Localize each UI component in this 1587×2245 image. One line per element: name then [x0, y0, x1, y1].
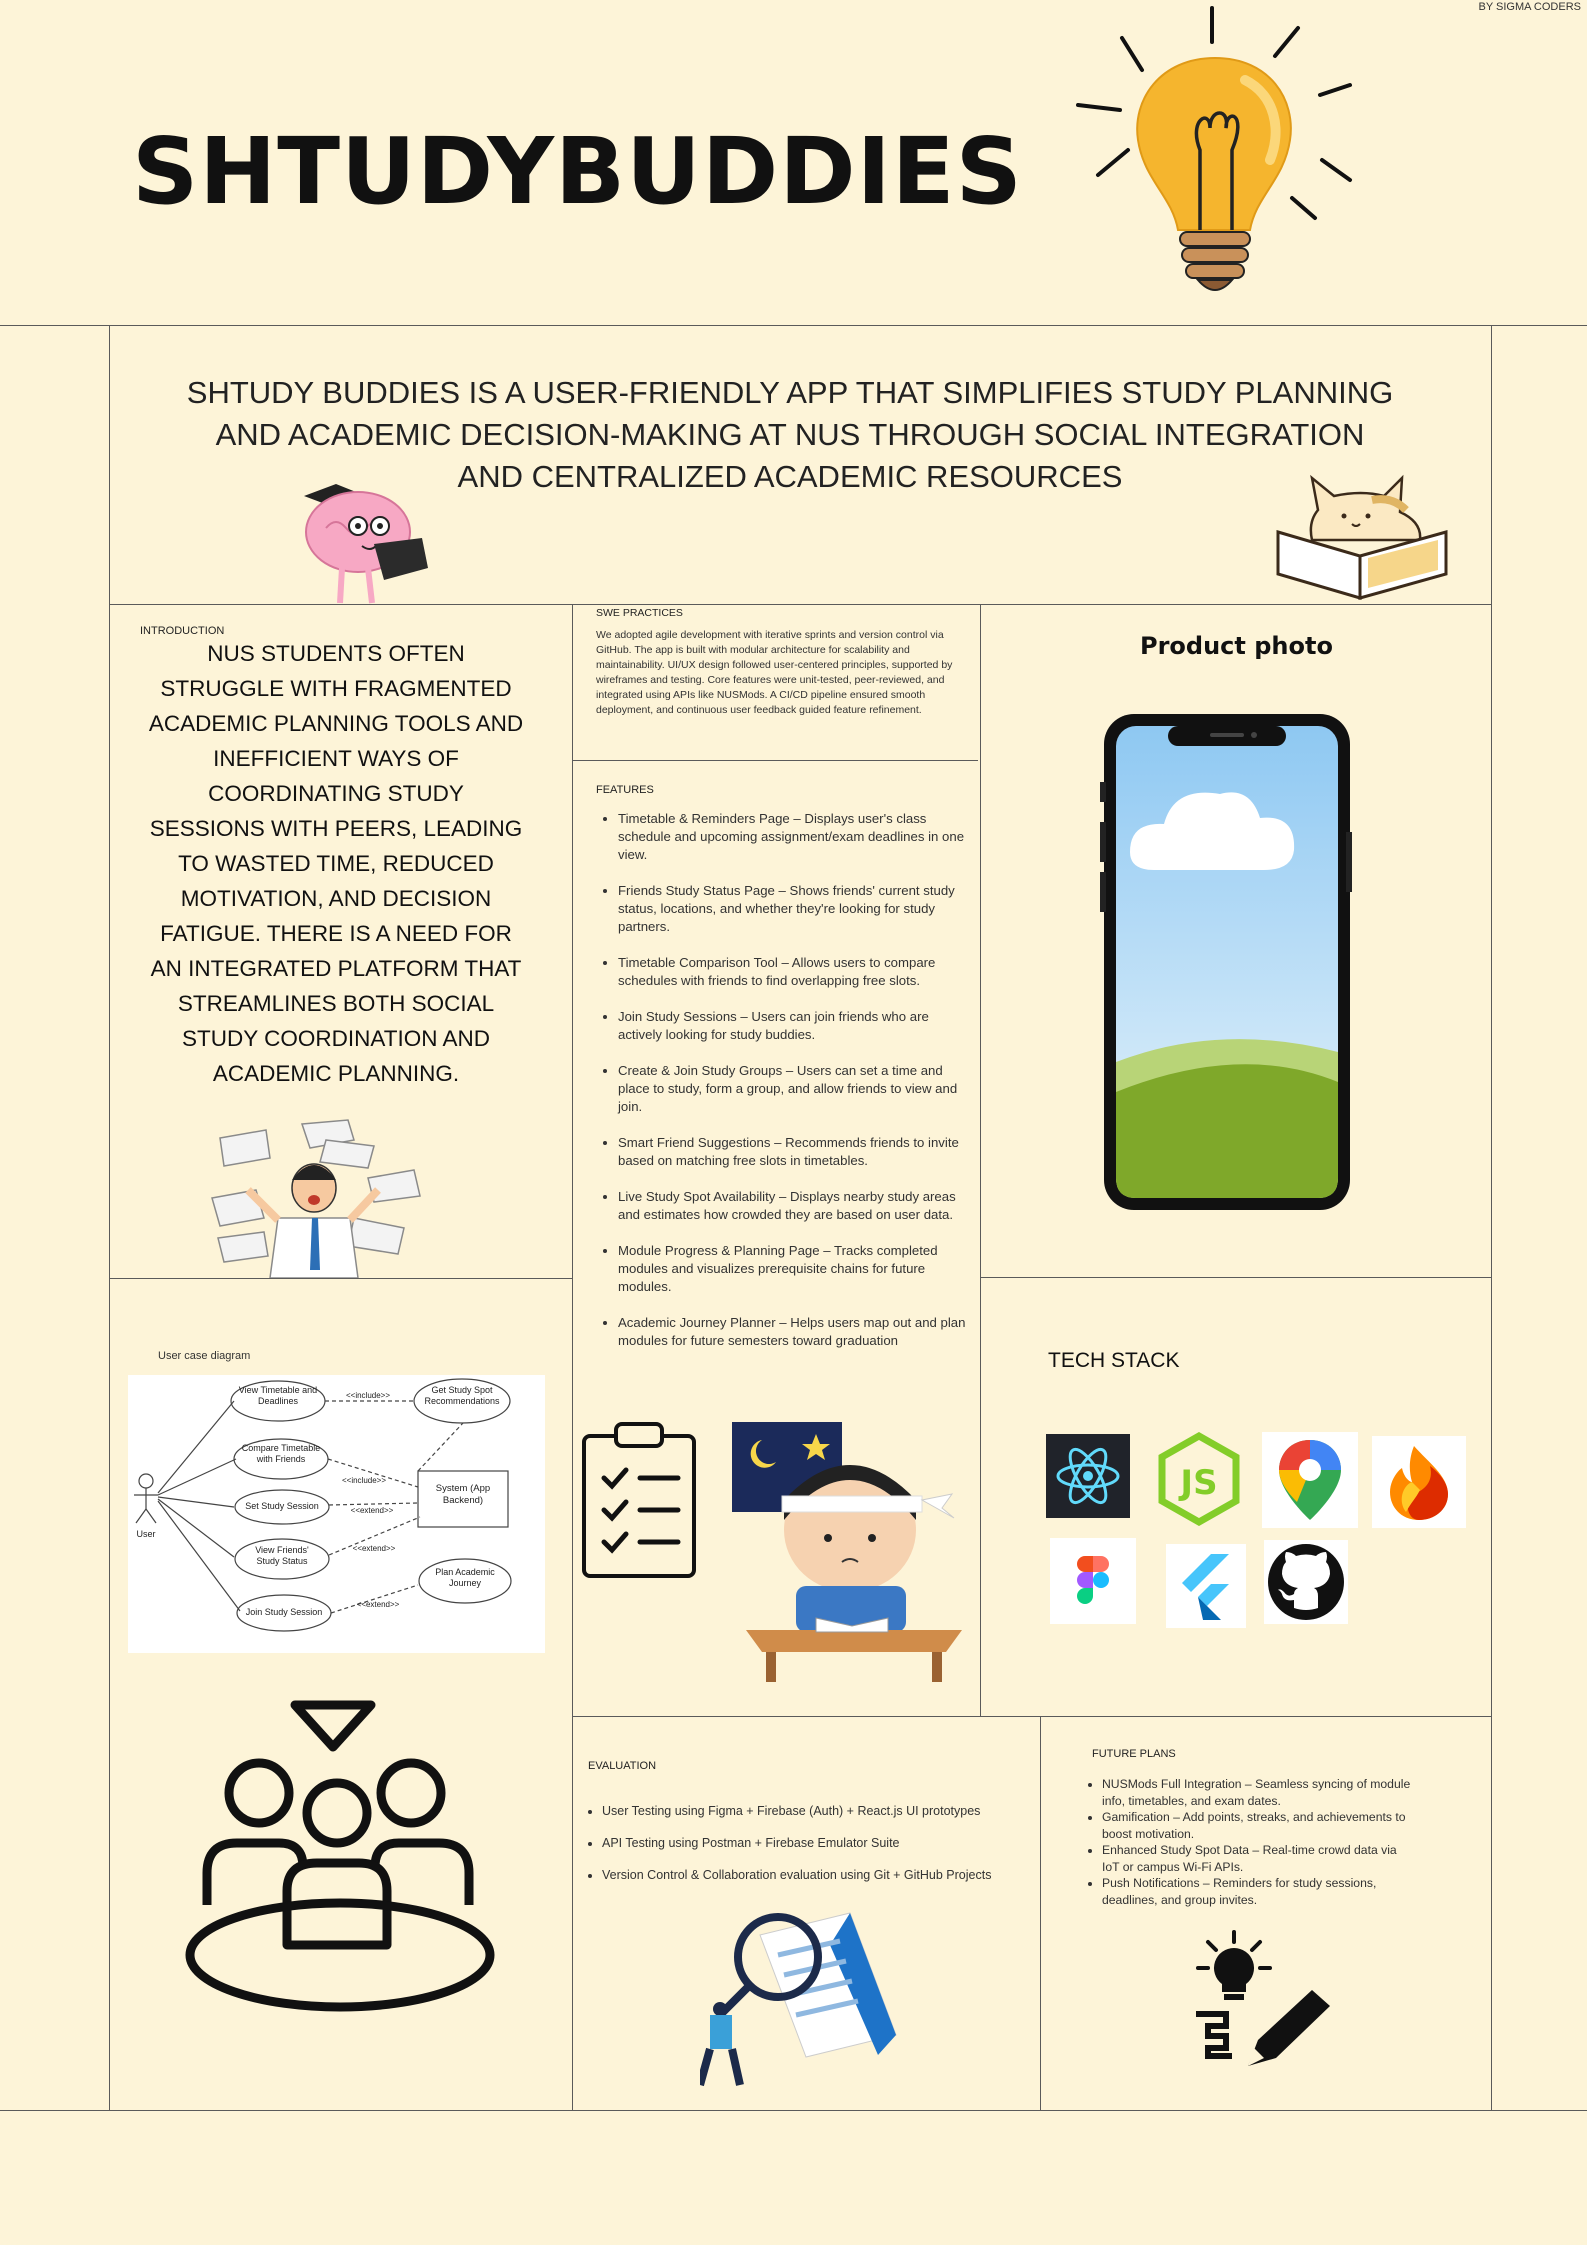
uc-node: Get Study Spot Recommendations: [424, 1385, 500, 1406]
features-section: [596, 784, 976, 1368]
light-bulb-icon: [1060, 0, 1360, 320]
group-people-icon: [175, 1695, 505, 2025]
features-heading: FEATURES: [596, 784, 654, 796]
nodejs-icon: [1156, 1432, 1242, 1526]
firebase-icon: [1372, 1436, 1466, 1528]
uc-node: View Timetable and Deadlines: [238, 1385, 318, 1406]
feature-item: • Smart Friend Suggestions – Recommends friends to invite based on matching free slots in timetables.: [618, 1134, 976, 1170]
future-plan-item: • Push Notifications – Reminders for study sessions, deadlines, and group invites.: [1102, 1875, 1412, 1908]
uc-node: Plan Academic Journey: [435, 1567, 495, 1588]
flutter-icon: [1166, 1544, 1246, 1628]
stressed-student-icon: [208, 1118, 438, 1278]
uc-relation: <<extend>>: [350, 1506, 394, 1515]
evaluation-item: • User Testing using Figma + Firebase (Auth) + React.js UI prototypes: [602, 1804, 1018, 1818]
swe-body: We adopted agile development with iterative sprints and version control via GitHub. The app is built with modular architecture for scalability and maintainability. UI/UX design followed user-centered principles, supported by wireframes and testing. Core features were unit-tested, peer-reviewed, and integrated using APIs like NUSMods. A CI/CD pipeline ensured smooth deployment, and continuous user feedback guided feature refinement.: [596, 629, 953, 716]
uc-relation: <<include>>: [341, 1476, 387, 1485]
feature-item: • Join Study Sessions – Users can join friends who are actively looking for study buddies.: [618, 1008, 976, 1044]
tech-stack-heading: TECH STACK: [1048, 1349, 1180, 1372]
credit-text: BY SIGMA CODERS: [1478, 1, 1581, 13]
figma-icon: [1050, 1538, 1136, 1624]
uc-actor: User: [136, 1529, 156, 1539]
future-plan-item: • Enhanced Study Spot Data – Real-time crowd data via IoT or campus Wi-Fi APIs.: [1102, 1842, 1412, 1875]
evaluation-item: • API Testing using Postman + Firebase Emulator Suite: [602, 1836, 1018, 1850]
uc-relation: <<extend>>: [356, 1600, 400, 1609]
product-photo-heading: Product photo: [1140, 632, 1333, 660]
future-plan-item: • NUSMods Full Integration – Seamless syncing of module info, timetables, and exam dates.: [1102, 1776, 1412, 1809]
idea-writing-icon: [1192, 1930, 1334, 2076]
future-plans-section: [1092, 1748, 1412, 1908]
intro-heading: INTRODUCTION: [140, 625, 225, 637]
feature-item: • Module Progress & Planning Page – Tracks completed modules and visualizes prerequisite chains for future modules.: [618, 1242, 976, 1296]
github-icon: [1264, 1540, 1348, 1624]
tagline: SHTUDY BUDDIES IS A USER-FRIENDLY APP THAT SIMPLIFIES STUDY PLANNING AND ACADEMIC DECISION-MAKING AT NUS THROUGH SOCIAL INTEGRATION AND CENTRALIZED ACADEMIC RESOURCES: [186, 375, 1394, 494]
checklist-icon: [580, 1418, 700, 1584]
react-icon: [1046, 1434, 1130, 1518]
brain-reading-icon: [296, 468, 436, 608]
uc-node: Join Study Session: [245, 1607, 323, 1617]
evaluation-heading: EVALUATION: [588, 1760, 657, 1772]
feature-item: • Live Study Spot Availability – Displays nearby study areas and estimates how crowded they are based on user data.: [618, 1188, 976, 1224]
uc-relation: <<include>>: [345, 1391, 391, 1400]
future-plans-heading: FUTURE PLANS: [1092, 1748, 1176, 1760]
uc-node: Compare Timetable with Friends: [241, 1443, 321, 1464]
evaluation-section: [588, 1760, 1018, 1900]
evaluation-item: • Version Control & Collaboration evaluation using Git + GitHub Projects: [602, 1868, 1018, 1882]
feature-item: • Timetable Comparison Tool – Allows users to compare schedules with friends to find overlapping free slots.: [618, 954, 976, 990]
swe-heading: SWE PRACTICES: [596, 607, 683, 619]
feature-item: • Create & Join Study Groups – Users can set a time and place to study, form a group, and allow friends to view and join.: [618, 1062, 976, 1116]
phone-mockup: [1100, 712, 1352, 1214]
use-case-diagram: [128, 1375, 545, 1653]
feature-item: • Academic Journey Planner – Helps users map out and plan modules for future semesters toward graduation: [618, 1314, 976, 1350]
use-case-label: User case diagram: [158, 1350, 251, 1362]
uc-relation: <<extend>>: [352, 1544, 396, 1553]
magnifier-research-icon: [700, 1905, 900, 2093]
intro-body: NUS STUDENTS OFTEN STRUGGLE WITH FRAGMENTED ACADEMIC PLANNING TOOLS AND INEFFICIENT WAYS OF COORDINATING STUDY SESSIONS WITH PEERS, LEADING TO WASTED TIME, REDUCED MOTIVATION, AND DECISION FATIGUE. THERE IS A NEED FOR AN INTEGRATED PLATFORM THAT STREAMLINES BOTH SOCIAL STUDY COORDINATION AND ACADEMIC PLANNING.: [148, 641, 524, 1086]
page-title: SHTUDYBUDDIES: [132, 118, 1023, 225]
feature-item: • Friends Study Status Page – Shows friends' current study status, locations, and whether they're looking for study partners.: [618, 882, 976, 936]
svg-text:JS: JS: [1180, 1463, 1218, 1503]
google-maps-icon: [1262, 1432, 1358, 1528]
feature-item: • Timetable & Reminders Page – Displays user's class schedule and upcoming assignment/exam deadlines in one view.: [618, 810, 976, 864]
uc-node: Set Study Session: [245, 1501, 319, 1511]
cat-reading-icon: [1272, 470, 1452, 600]
future-plan-item: • Gamification – Add points, streaks, and achievements to boost motivation.: [1102, 1809, 1412, 1842]
uc-node: View Friends' Study Status: [255, 1545, 309, 1566]
uc-system: System (App Backend): [435, 1483, 491, 1506]
studying-student-icon: [726, 1420, 972, 1684]
